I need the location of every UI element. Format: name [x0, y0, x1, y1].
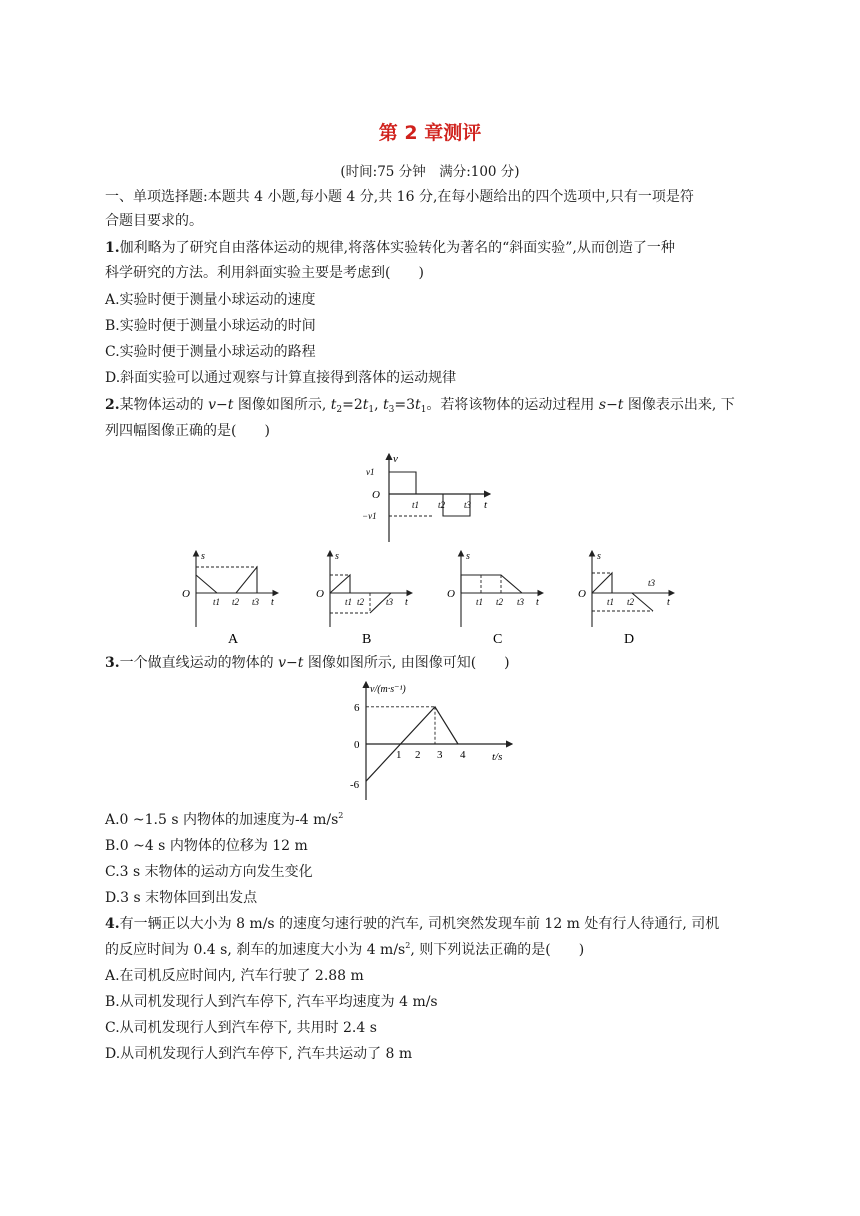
q1-stem-text-1: 伽利略为了研究自由落体运动的规律,将落体实验转化为著名的“斜面实验”,从而创造了一种	[119, 240, 675, 256]
q3-text: −	[286, 655, 298, 671]
tick-t2: t2	[438, 500, 446, 510]
q2-text: −	[606, 397, 618, 413]
v1-label: v1	[366, 467, 375, 477]
q2-sub: 1	[420, 405, 427, 415]
q2-var: t	[330, 397, 337, 413]
q4-sup: 2	[405, 941, 411, 950]
q4-text: , 则下列说法正确的是( )	[410, 942, 585, 958]
q1-stem-line-1	[105, 238, 675, 258]
origin-label: O	[182, 588, 190, 600]
tick-t1: t1	[213, 597, 221, 607]
tick-t2: t2	[627, 597, 635, 607]
q4-text: 的反应时间为 0.4 s, 刹车的加速度大小为 4 m/s	[105, 942, 406, 958]
x-axis-label: t/s	[492, 751, 503, 763]
y-tick-neg6: -6	[350, 779, 360, 791]
tick-t2: t2	[357, 597, 365, 607]
q1-option-a: A.实验时便于测量小球运动的速度	[105, 292, 316, 308]
q3-option-a	[105, 810, 343, 830]
choice-b-graph	[316, 551, 412, 647]
v-axis-label: v	[393, 453, 398, 465]
q2-var: t	[227, 397, 234, 413]
q1-option-c: C.实验时便于测量小球运动的路程	[105, 344, 316, 360]
q2-text: 图像表示出来, 下	[623, 397, 735, 413]
tick-t1: t1	[476, 597, 484, 607]
t-axis-label: t	[667, 597, 670, 608]
q2-text: ,	[374, 397, 384, 413]
q4-option-a: A.在司机反应时间内, 汽车行驶了 2.88 m	[105, 968, 364, 984]
choice-letter: C	[493, 632, 503, 647]
t-axis-label: t	[536, 597, 539, 608]
velocity-segment-1	[389, 472, 416, 494]
q3-option-d: D.3 s 末物体回到出发点	[105, 890, 258, 906]
q2-stem-line-1	[105, 395, 735, 415]
graph-line	[461, 575, 522, 593]
q2-var: s	[598, 397, 607, 413]
y-tick-0: 0	[354, 739, 360, 751]
tick-t3: t3	[648, 578, 656, 588]
y-tick-6: 6	[354, 702, 360, 714]
q3-number: 3.	[105, 655, 120, 671]
choice-letter: D	[624, 632, 635, 647]
page-title: 第 2 章测评	[378, 122, 482, 144]
origin-label: O	[578, 588, 586, 600]
tick-t1: t1	[412, 500, 420, 510]
section-intro-line-2: 合题目要求的。	[105, 213, 203, 229]
q2-var: t	[415, 397, 421, 413]
q2-var: v	[208, 397, 216, 413]
x-tick-4: 4	[460, 749, 466, 761]
tick-t2: t2	[496, 597, 504, 607]
q4-number: 4.	[105, 916, 120, 932]
tick-t2: t2	[232, 597, 240, 607]
s-axis-label: s	[201, 551, 205, 562]
tick-t3: t3	[386, 597, 394, 607]
q2-text: 。若将该物体的运动过程用	[426, 397, 599, 413]
q1-option-d: D.斜面实验可以通过观察与计算直接得到落体的运动规律	[105, 370, 457, 386]
q2-stem-line-2: 列四幅图像正确的是( )	[105, 423, 270, 439]
t-axis-label: t	[405, 597, 408, 608]
q1-stem-line-2: 科学研究的方法。利用斜面实验主要是考虑到( )	[105, 265, 424, 281]
s-axis-label: s	[335, 551, 339, 562]
q3-var: t	[297, 655, 304, 671]
q3-stem-line	[105, 653, 510, 673]
graph-line	[592, 573, 653, 611]
x-tick-3: 3	[437, 749, 443, 761]
tick-t3: t3	[252, 597, 260, 607]
q2-text: =3	[394, 397, 416, 413]
choice-letter: A	[228, 632, 239, 647]
origin-label: O	[372, 489, 380, 501]
q2-text: =2	[342, 397, 363, 413]
origin-label: O	[447, 588, 455, 600]
q2-text: 图像如图所示,	[233, 397, 331, 413]
s-axis-label: s	[466, 551, 470, 562]
q2-var: t	[383, 397, 389, 413]
q2-vt-graph	[360, 448, 500, 548]
q4-option-c: C.从司机发现行人到汽车停下, 共用时 2.4 s	[105, 1020, 377, 1036]
q4-stem-text-1: 有一辆正以大小为 8 m/s 的速度匀速行驶的汽车, 司机突然发现车前 12 m 处有行人待通行, 司机	[119, 916, 720, 932]
q2-var: t	[362, 397, 369, 413]
q3-vt-chart	[332, 676, 532, 806]
q2-sub: 2	[336, 405, 343, 415]
graph-line	[196, 567, 257, 593]
t-axis-label: t	[271, 597, 274, 608]
q1-option-b: B.实验时便于测量小球运动的时间	[105, 318, 316, 334]
choice-c-graph	[447, 551, 543, 647]
x-tick-1: 1	[396, 749, 402, 761]
tick-t1: t1	[345, 597, 353, 607]
choice-a-graph	[182, 551, 278, 647]
y-axis-label: v/(m·s⁻¹)	[370, 684, 406, 695]
q2-sub: 3	[388, 405, 395, 415]
x-tick-2: 2	[415, 749, 421, 761]
q3-option-a-sup: 2	[338, 811, 344, 820]
choice-letter: B	[362, 632, 372, 647]
q3-option-c: C.3 s 末物体的运动方向发生变化	[105, 864, 313, 880]
neg-v1-label: −v1	[362, 511, 377, 521]
tick-t3: t3	[464, 500, 472, 510]
q4-option-d: D.从司机发现行人到汽车停下, 汽车共运动了 8 m	[105, 1046, 413, 1062]
q4-stem-line-2	[105, 940, 584, 960]
q2-number: 2.	[105, 397, 120, 413]
q3-text: 图像如图所示, 由图像可知( )	[303, 655, 510, 671]
q2-sub: 1	[368, 405, 375, 415]
choice-d-graph	[578, 551, 674, 647]
tick-t1: t1	[607, 597, 615, 607]
q1-number: 1.	[105, 240, 120, 256]
q2-choice-graphs	[180, 545, 700, 650]
q2-var: t	[617, 397, 624, 413]
q3-option-b: B.0 ~4 s 内物体的位移为 12 m	[105, 838, 308, 854]
q3-var: v	[278, 655, 286, 671]
s-axis-label: s	[597, 551, 601, 562]
exam-info: (时间:75 分钟 满分:100 分)	[340, 164, 520, 180]
section-intro-line-1: 一、单项选择题:本题共 4 小题,每小题 4 分,共 16 分,在每小题给出的四个选项中,只有一项是符	[105, 189, 694, 205]
q2-text: 某物体运动的	[119, 397, 209, 413]
q4-stem-line-1	[105, 914, 719, 934]
tick-t3: t3	[517, 597, 525, 607]
q3-text: 一个做直线运动的物体的	[119, 655, 279, 671]
origin-label: O	[316, 588, 324, 600]
graph-line	[330, 575, 350, 593]
t-axis-label: t	[484, 499, 488, 511]
q4-option-b: B.从司机发现行人到汽车停下, 汽车平均速度为 4 m/s	[105, 994, 438, 1010]
q3-option-a-text: A.0 ~1.5 s 内物体的加速度为-4 m/s	[105, 812, 339, 828]
q2-text: −	[216, 397, 228, 413]
